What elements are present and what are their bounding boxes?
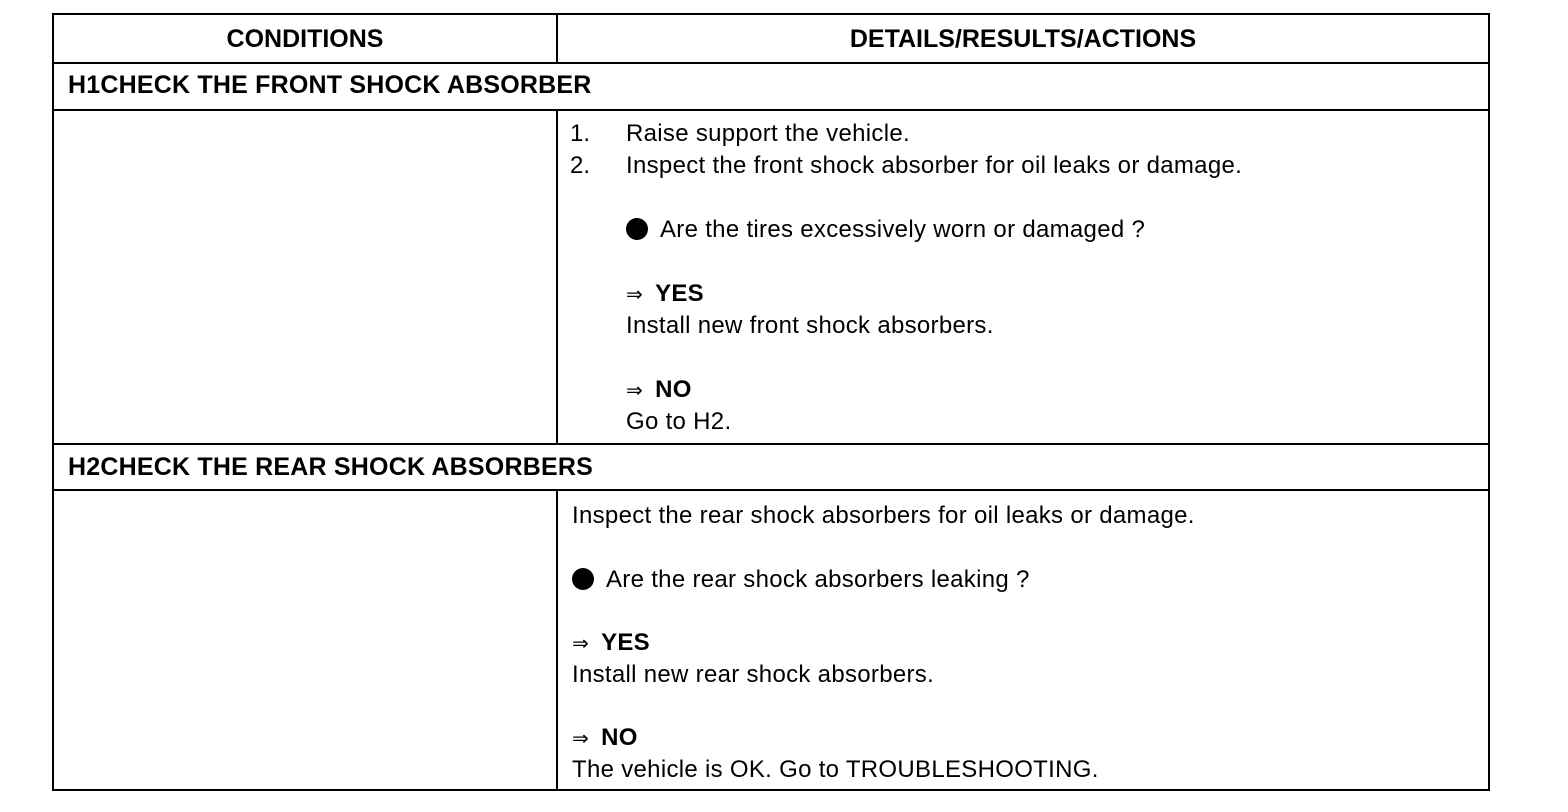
- filled-circle-icon: [572, 568, 594, 590]
- divider: [556, 109, 558, 445]
- troubleshooting-table: [52, 13, 1490, 791]
- no-branch-h1: [626, 376, 692, 404]
- question-text: Are the rear shock absorbers leaking ?: [606, 566, 1030, 593]
- double-right-arrow-icon: ⇒: [626, 284, 644, 306]
- double-right-arrow-icon: ⇒: [626, 380, 644, 402]
- yes-branch-h2: [572, 629, 650, 657]
- divider: [54, 489, 1488, 491]
- divider: [556, 489, 558, 791]
- question-text: Are the tires excessively worn or damaged ?: [660, 216, 1146, 243]
- yes-label: YES: [601, 629, 650, 656]
- yes-branch-h1: [626, 280, 704, 308]
- divider: [54, 109, 1488, 111]
- step-number: 2.: [570, 152, 591, 179]
- divider: [556, 15, 558, 63]
- divider: [54, 62, 1488, 64]
- step-number: 1.: [570, 120, 591, 147]
- yes-action: Install new front shock absorbers.: [626, 312, 994, 339]
- step-text: Raise support the vehicle.: [626, 120, 910, 147]
- no-branch-h2: [572, 724, 638, 752]
- question-h1: [626, 216, 1145, 244]
- filled-circle-icon: [626, 218, 648, 240]
- yes-action: Install new rear shock absorbers.: [572, 661, 935, 688]
- section-title-h1: H1CHECK THE FRONT SHOCK ABSORBER: [68, 71, 592, 99]
- no-action: The vehicle is OK. Go to TROUBLESHOOTING.: [572, 756, 1099, 783]
- column-header-details: DETAILS/RESULTS/ACTIONS: [849, 25, 1197, 53]
- double-right-arrow-icon: ⇒: [572, 728, 590, 750]
- double-right-arrow-icon: ⇒: [572, 633, 590, 655]
- no-label: NO: [655, 376, 692, 403]
- no-action: Go to H2.: [626, 408, 732, 435]
- column-header-conditions: CONDITIONS: [226, 25, 384, 53]
- section-title-h2: H2CHECK THE REAR SHOCK ABSORBERS: [68, 453, 593, 481]
- intro-text: Inspect the rear shock absorbers for oil leaks or damage.: [572, 502, 1195, 529]
- divider: [54, 443, 1488, 445]
- question-h2: [572, 566, 1030, 594]
- yes-label: YES: [655, 280, 704, 307]
- step-text: Inspect the front shock absorber for oil leaks or damage.: [626, 152, 1243, 179]
- no-label: NO: [601, 724, 638, 751]
